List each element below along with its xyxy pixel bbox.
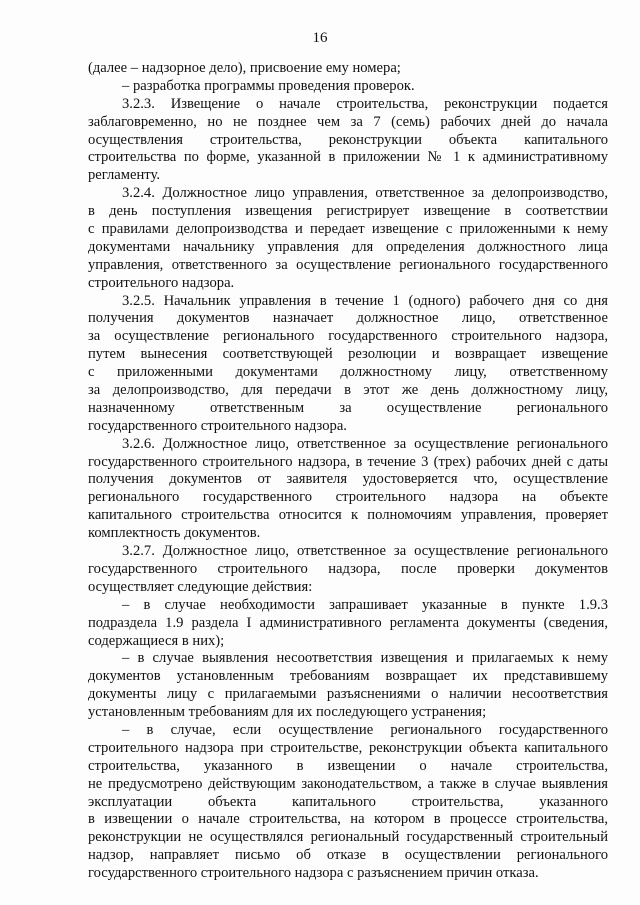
text-line: комплектность документов. [88, 525, 261, 542]
text-line: за делопроизводство, для передачи в этот же день должностному лицу, [88, 382, 608, 399]
text-line: 3.2.5. Начальник управления в течение 1 (одного) рабочего дня со дня [122, 292, 608, 309]
text-line: с правилами делопроизводства и передает извещение с приложенными к нему [88, 221, 608, 238]
text-line: документы лицу с прилагаемыми разъяснениями о наличии несоответствия [88, 686, 608, 703]
text-line: регламенту. [88, 167, 160, 184]
text-line: документами начальнику управления для определения должностного лица [88, 238, 608, 255]
text-line: надзор, направляет письмо об отказе в осуществлении регионального [88, 847, 608, 864]
text-line: – в случае необходимости запрашивает указанные в пункте 1.9.3 [122, 596, 608, 613]
text-line: 3.2.6. Должностное лицо, ответственное за осуществление регионального [122, 435, 608, 452]
text-line: подраздела 1.9 раздела I административного регламента документы (сведения, [88, 614, 608, 631]
text-line: получения документов от заявителя удостоверяется что, осуществление [88, 471, 608, 488]
text-line: – в случае, если осуществление регионального государственного [122, 721, 608, 738]
text-line: государственного строительного надзора, в течение 3 (трех) рабочих дней с даты [88, 453, 608, 470]
document-body [88, 60, 608, 883]
text-line: не предусмотрено действующим законодательством, а также в случае выявления [88, 775, 608, 792]
text-line: назначенному ответственным за осуществление регионального [88, 399, 608, 416]
text-line: получения документов назначает должностное лицо, ответственное [88, 310, 608, 327]
text-line: капитального строительства относится к полномочиям управления, проверяет [88, 507, 608, 524]
text-line: государственного строительного надзора, после проверки документов [88, 560, 608, 577]
text-line: (далее – надзорное дело), присвоение ему номера; [88, 60, 401, 76]
text-line: в день поступления извещения регистрирует извещение в соответствии [88, 203, 608, 220]
text-line: содержащиеся в них); [88, 632, 225, 649]
page-number: 16 [312, 30, 328, 46]
text-line: управления, ответственного за осуществление регионального государственного [88, 256, 608, 273]
text-line: 3.2.4. Должностное лицо управления, ответственное за делопроизводство, [122, 185, 608, 202]
text-line: документов установленным требованиям возвращает их представившему [88, 668, 608, 685]
text-line: в извещении о начале строительства, на котором в процессе строительства, [88, 811, 608, 828]
text-line: эксплуатации объекта капитального строительства, указанного [88, 793, 608, 810]
text-line: – разработка программы проведения проверок. [122, 77, 415, 94]
text-line: с приложенными документами должностному лицу, ответственному [88, 364, 608, 381]
text-line: 3.2.3. Извещение о начале строительства, реконструкции подается [122, 95, 608, 112]
text-line: строительства по форме, указанной в приложении № 1 к административному [88, 149, 608, 166]
text-line: строительства, указанного в извещении о начале строительства, [88, 757, 608, 774]
text-line: государственного строительного надзора с разъяснением причин отказа. [88, 865, 539, 882]
text-line: осуществления строительства, реконструкции объекта капитального [88, 131, 608, 148]
text-line: – в случае выявления несоответствия извещения и прилагаемых к нему [122, 650, 608, 667]
text-line: путем вынесения соответствующей резолюции и возвращает извещение [88, 346, 608, 363]
text-line: государственного строительного надзора. [88, 417, 347, 434]
text-line: регионального государственного строительного надзора на объекте [88, 489, 608, 506]
text-line: осуществляет следующие действия: [88, 578, 313, 595]
text-line: строительного надзора при строительстве, реконструкции объекта капитального [88, 739, 608, 756]
text-line: реконструкции не осуществлялся региональный государственный строительный [88, 829, 608, 846]
text-line: строительного надзора. [88, 274, 235, 291]
text-line: установленным требованиям для их последующего устранения; [88, 704, 487, 721]
text-line: за осуществление регионального государственного строительного надзора, [88, 328, 608, 345]
text-line: 3.2.7. Должностное лицо, ответственное за осуществление регионального [122, 543, 608, 560]
text-line: заблаговременно, но не позднее чем за 7 (семь) рабочих дней до начала [88, 113, 608, 130]
